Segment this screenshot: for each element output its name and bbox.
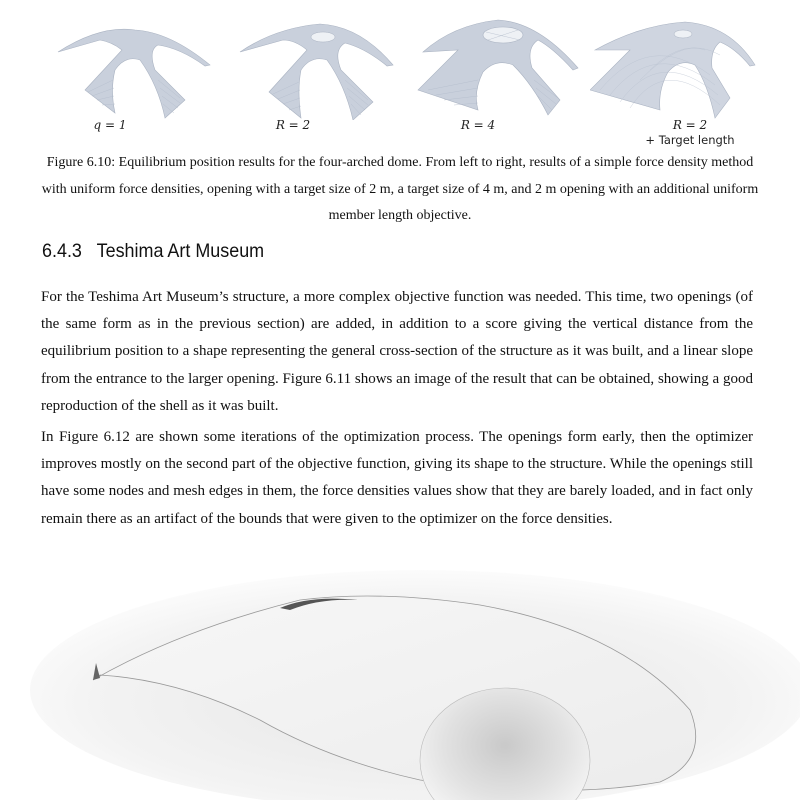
dome-render-opening-4m	[408, 10, 608, 120]
teshima-shell-render	[0, 560, 800, 800]
dome-label-4-sub: + Target length	[645, 133, 735, 147]
dome-label-2: R = 2	[275, 118, 311, 132]
section-title: Teshima Art Museum	[96, 240, 265, 262]
section-heading	[42, 240, 264, 263]
body-paragraph: In Figure 6.12 are shown some iterations of the optimization process. The openings form early, then the optimizer improves mostly on the second part of the objective function, giving its shape to the structure. While the openings still have some nodes and mesh edges in them, the force densities values show that they are barely loaded, and in fact only remain there as an artifact of the bounds that were given to the optimizer on the force densities.	[41, 429, 753, 527]
dome-label-1: q = 1	[93, 118, 127, 132]
figure-caption: Figure 6.10: Equilibrium position results for the four-arched dome. From left to right, results of a simple force density method with uniform force densities, opening with a target size of 2 m, a target size of 4 m, and 2 m opening with an additional uniform member length objective.	[41, 155, 759, 223]
body-paragraph: For the Teshima Art Museum’s structure, a more complex objective function was needed. This time, two openings (of the same form as in the previous section) are added, in addition to a score giving the vertical distance from the equilibrium position to a shape representing the general cross-section of the structure as it was built, and a linear slope from the entrance to the larger opening. Figure 6.11 shows an image of the result that can be obtained, showing a good reproduction of the shell as it was built.	[41, 289, 753, 414]
section-number: 6.4.3	[42, 240, 82, 262]
dome-render-target-length	[590, 10, 790, 120]
dome-label-4: R = 2 + Target length	[620, 118, 760, 147]
dome-label-3: R = 4	[460, 118, 496, 132]
dome-render-opening-2m	[225, 10, 425, 120]
dome-render-uniform	[40, 10, 240, 120]
figure-6-10	[0, 0, 800, 145]
